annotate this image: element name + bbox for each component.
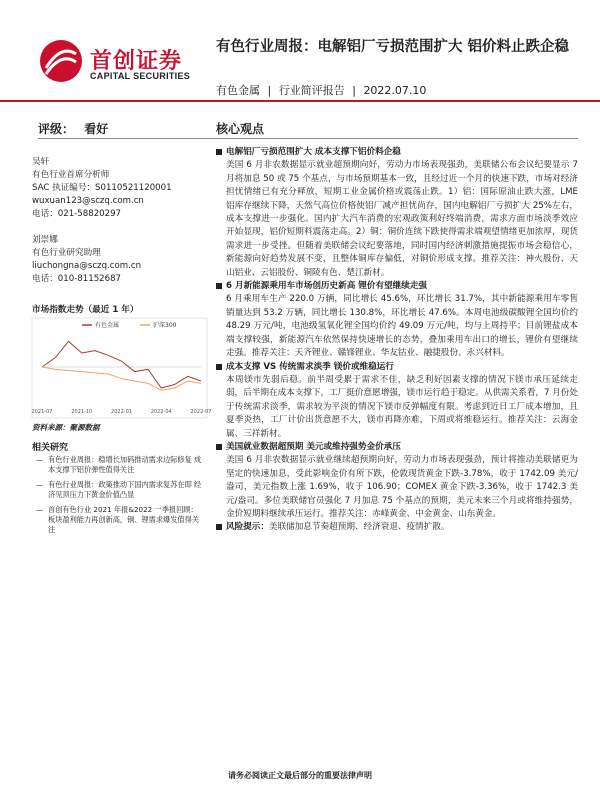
legal-footer: 请务必阅读正文最后部分的重要法律声明 <box>228 771 372 780</box>
bullet-square-icon <box>216 364 222 370</box>
point-body: 美国 6 月非农数据显示就业超预期向好，劳动力市场表现强劲，美联储公布会议纪要显示 7 月将加息 50 或 75 个基点，与市场预期基本一致，且经过近一个月的快速下跌，市场对经济担忧情绪已有充分释放，短期工业金属价格或震荡止跌。1）铝：国际原油止跌大涨，LME 铝库存继续下降，天然气高位价格使铝厂减产担忧尚存，国内电解铝厂亏损扩大 25%左右，成本支撑进一步强化。国内扩大汽车消费的宏观政策利好终端消费，需求方面市场淡季效应开始显现，铝价短期料震荡走高。2）铜：铜价连续下跌使得需求端观望情绪更加浓厚，现货需求进一步受挫。但随着美联储会议纪要落地，同时国内经济刺激措施提振市场会稳信心，新能源向好趋势发展不变，且整体铜库存偏低，对铜价形成支撑。推荐关注：神火股份、天山铝业、云铝股份、铜陵有色、楚江新材。 <box>226 160 578 278</box>
related-item-text: 有色行业周报：稳增长加码推动需求边际修复 成本支撑下铝价弹性值得关注 <box>48 455 202 474</box>
risk-text <box>226 522 449 532</box>
x-tick-label: 2022-04 <box>150 409 172 415</box>
x-tick-label: 2021-07 <box>31 409 53 415</box>
point-1 <box>216 146 578 280</box>
rating <box>38 120 108 137</box>
bullet-square-icon <box>216 444 222 450</box>
analyst-license: SAC 执证编号：S0110521120001 <box>32 183 172 193</box>
chart-frame <box>32 318 207 418</box>
dash-icon: — <box>36 480 44 489</box>
related-title: 相关研究 <box>32 443 69 453</box>
risk-head: 风险提示： <box>226 522 269 533</box>
related-item[interactable] <box>36 480 204 500</box>
analyst-role: 有色行业研究助理 <box>32 248 101 258</box>
bullet-square-icon <box>216 283 222 289</box>
chart-source: 资料来源：聚源数据 <box>32 423 100 432</box>
point-head: 成本支撑 VS 传统需求淡季 镁价或维稳运行 <box>226 361 394 372</box>
related-item-text: 首创有色行业 2021 年报&2022 一季报回顾：板块盈利能力再创新高，铜、锂需求爆发值得关注 <box>48 505 199 534</box>
point-body: 美国 6 月非农数据显示就业继续超预期向好，劳动力市场表现强劲，预计将推动美联储更为坚定的快速加息，受此影响金价有所下跌，伦敦现货黄金下跌-3.78%，收于 1742.09 美元/盎司，美元指数上涨 1.69%，收于 106.90；COMEX 黄金下跌-3.36%，收于 1742.3 美元/盎司。多位美联储官员强化 7 月加息 75 个基点的预期，美元未来三个月或将维持强势，金价短期料继续承压运行。推荐关注：赤峰黄金、中金黄金、山东黄金。 <box>226 455 578 519</box>
market-index-chart <box>31 318 212 418</box>
dash-icon: — <box>36 505 44 514</box>
related-item[interactable] <box>36 455 204 475</box>
point-body: 6 月乘用车生产 220.0 万辆，同比增长 45.6%，环比增长 31.7%，其中新能源乘用车零售销量达到 53.2 万辆，同比增长 130.8%，环比增长 47.6%。本周电池级碳酸锂全国均价约 48.29 万元/吨，电池级氢氧化锂全国均价约 49.09 万元/吨，均与上周持平；目前锂盐成本端支撑较强，新能源汽车依然保持快速增长的态势，叠加乘用车出口的增长，锂价有望继续走强。推荐关注：天齐锂业、赣锋锂业、华友钴业、融捷股份、永兴材料。 <box>226 294 578 359</box>
point-head: 美国就业数据超预期 美元或维持强势金价承压 <box>226 441 401 452</box>
legend-label: 沪深300 <box>153 322 177 329</box>
core-title: 核心观点 <box>216 122 265 136</box>
related-item-text: 有色行业周报：政策推动下国内需求复苏在即 经济见顶压力下黄金价值凸显 <box>48 480 202 499</box>
legend-label: 有色金属 <box>95 322 120 329</box>
header-divider <box>0 100 600 102</box>
risk-warning <box>216 521 578 534</box>
point-3 <box>216 361 578 441</box>
point-body: 本周镁市先弱后稳。前半周受累于需求不佳，缺乏利好因素支撑的情况下镁市承压延续走弱，后半期在成本支撑下，工厂挺价意愿增强，镁市运行趋于稳定。从供需关系看，7 月份处于传统需求淡季，需求较为平淡的情况下镁市反弹幅度有限。考虑到近日工厂成本增加，且夏季炎热，工厂计价出货意愿不大，镁市再降亦难，下周或将维稳运行。推荐关注：云海金属、三祥新材。 <box>226 374 578 439</box>
point-head: 电解铝厂亏损范围扩大 成本支撑下铝价料企稳 <box>226 147 401 157</box>
analyst-email[interactable]: wuxuan123@sczq.com.cn <box>32 196 144 206</box>
meta-separator: | <box>352 84 356 97</box>
analyst-info <box>32 156 202 286</box>
brand-name-en: CAPITAL SECURITIES <box>90 71 191 81</box>
meta-separator: | <box>267 84 272 97</box>
point-head: 6 月新能源乘用车市场创历史新高 锂价有望继续走强 <box>226 281 428 292</box>
related-list <box>36 455 204 540</box>
report-date: 2022.07.10 <box>363 84 427 97</box>
dash-icon: — <box>36 455 44 464</box>
report-type: 行业简评报告 <box>278 84 345 97</box>
logo-icon <box>38 38 84 84</box>
bullet-square-icon <box>216 149 222 155</box>
analyst-email[interactable]: liuchongna@sczq.com.cn <box>32 261 142 271</box>
report-title: 有色行业周报：电解铝厂亏损范围扩大 铝价料止跌企稳 <box>216 39 570 55</box>
risk-body: 美联储加息节奏超预期、经济衰退、疫情扩散。 <box>268 522 450 533</box>
x-tick-label: 2022-01 <box>111 409 132 415</box>
related-item[interactable] <box>36 505 204 535</box>
x-tick-label: 2022-07 <box>190 409 212 415</box>
chart-title: 市场指数走势（最近 1 年） <box>32 305 139 315</box>
section-divider <box>38 138 578 139</box>
analyst-phone: 电话：010-81152687 <box>32 274 122 284</box>
point-4 <box>216 441 578 521</box>
rating-value: 看好 <box>84 122 109 136</box>
analyst-name: 吴轩 <box>32 157 50 167</box>
brand-name-cn: 首创证券 <box>90 49 183 74</box>
report-meta <box>216 82 426 98</box>
analyst-name: 刘崇娜 <box>32 235 58 245</box>
analyst-role: 有色行业首席分析师 <box>32 170 110 180</box>
point-2 <box>216 280 578 360</box>
report-sector: 有色金属 <box>216 84 260 97</box>
rating-label: 评级： <box>38 122 75 136</box>
x-tick-label: 2021-10 <box>71 409 93 415</box>
bullet-square-icon <box>216 524 222 530</box>
analyst-phone: 电话：021-58820297 <box>32 209 122 219</box>
core-points <box>216 146 578 535</box>
